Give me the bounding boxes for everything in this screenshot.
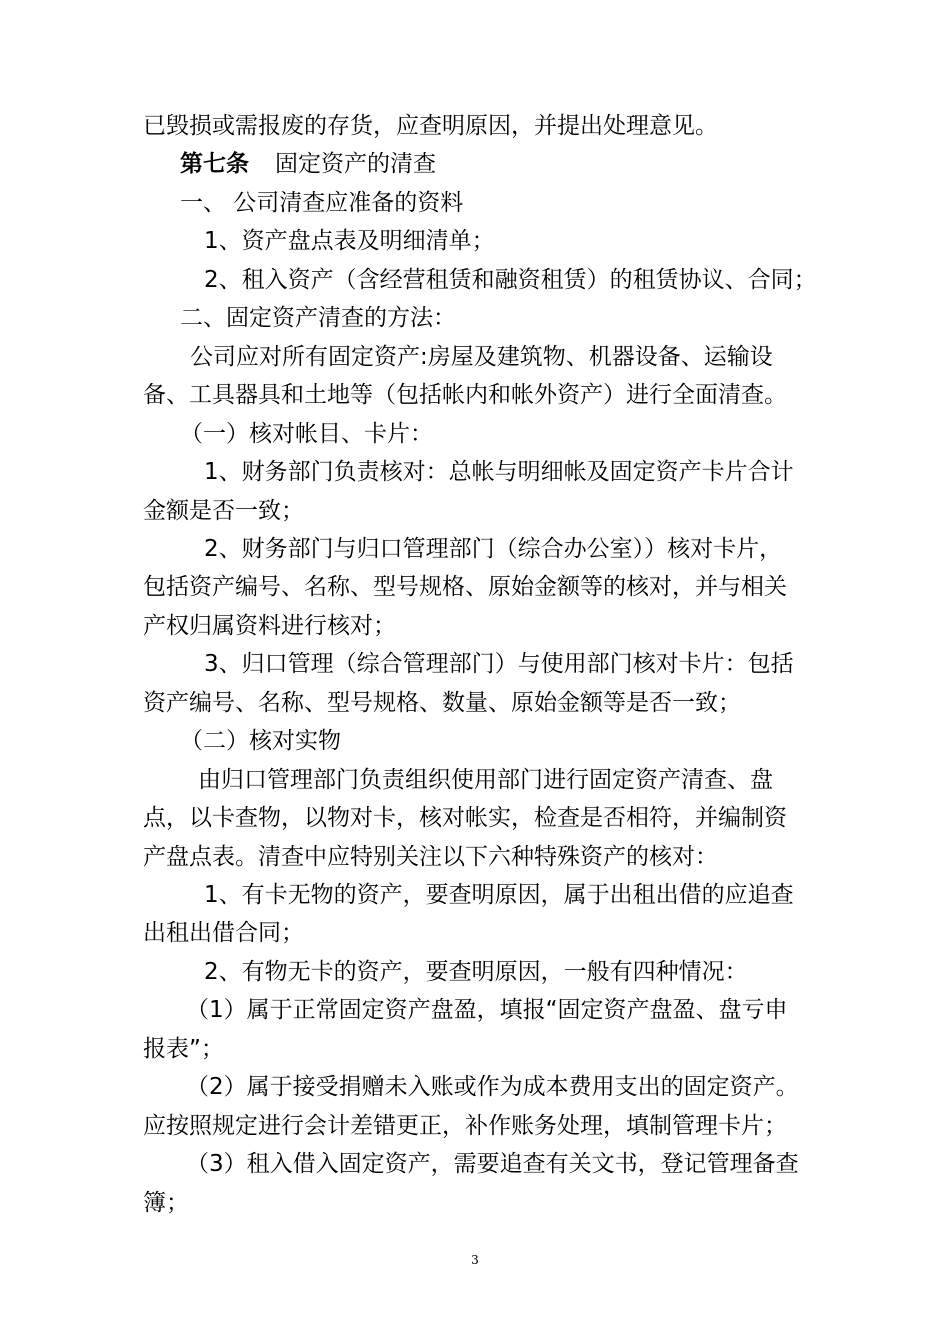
paragraph-line: 簿； xyxy=(143,1190,189,1216)
paragraph-line: 公司应对所有固定资产:房屋及建筑物、机器设备、运输设 xyxy=(190,344,773,370)
subsection-heading: （一）核对帐目、卡片： xyxy=(180,421,433,447)
list-item: 3、归口管理（综合管理部门）与使用部门核对卡片：包括 xyxy=(204,651,794,677)
list-item: （1）属于正常固定资产盘盈，填报“固定资产盘盈、盘亏申 xyxy=(186,997,788,1023)
list-item: （3）租入借入固定资产，需要追查有关文书，登记管理备查 xyxy=(186,1151,799,1177)
section-heading: 二、固定资产清查的方法： xyxy=(180,305,456,331)
list-item: 2、财务部门与归口管理部门（综合办公室））核对卡片， xyxy=(204,536,783,562)
paragraph-line: 点，以卡查物，以物对卡，核对帐实，检查是否相符，并编制资 xyxy=(143,805,787,831)
paragraph-line: 报表”； xyxy=(143,1036,224,1062)
list-item: 2、租入资产（含经营租赁和融资租赁）的租赁协议、合同； xyxy=(204,267,817,293)
paragraph-line: 金额是否一致； xyxy=(143,498,304,524)
article-heading xyxy=(0,145,950,183)
article-title: 固定资产的清查 xyxy=(275,151,436,177)
paragraph-line: 由归口管理部门负责组织使用部门进行固定资产清查、盘 xyxy=(198,767,773,793)
paragraph-line: 已毁损或需报废的存货，应查明原因，并提出处理意见。 xyxy=(143,113,718,139)
list-item: （2）属于接受捐赠未入账或作为成本费用支出的固定资产。 xyxy=(186,1074,799,1100)
paragraph-line: 产盘点表。清查中应特别关注以下六种特殊资产的核对： xyxy=(143,844,718,870)
article-label: 第七条 xyxy=(180,151,249,177)
paragraph-line: 出租出借合同； xyxy=(143,920,304,946)
paragraph-line: 应按照规定进行会计差错更正，补作账务处理，填制管理卡片； xyxy=(143,1113,787,1139)
list-item: 1、有卡无物的资产，要查明原因，属于出租出借的应追查 xyxy=(204,882,794,908)
page-number: 3 xyxy=(471,1253,479,1267)
section-heading: 一、 公司清查应准备的资料 xyxy=(180,190,464,216)
subsection-heading: （二）核对实物 xyxy=(180,728,341,754)
paragraph-line: 备、工具器具和土地等（包括帐内和帐外资产）进行全面清查。 xyxy=(143,382,787,408)
list-item: 1、资产盘点表及明细清单； xyxy=(204,228,495,254)
paragraph-line: 产权归属资料进行核对； xyxy=(143,613,396,639)
paragraph-line: 资产编号、名称、型号规格、数量、原始金额等是否一致； xyxy=(143,690,741,716)
list-item: 1、财务部门负责核对：总帐与明细帐及固定资产卡片合计 xyxy=(204,459,794,485)
list-item: 2、有物无卡的资产，要查明原因，一般有四种情况： xyxy=(204,959,748,985)
paragraph-line: 包括资产编号、名称、型号规格、原始金额等的核对，并与相关 xyxy=(143,574,787,600)
